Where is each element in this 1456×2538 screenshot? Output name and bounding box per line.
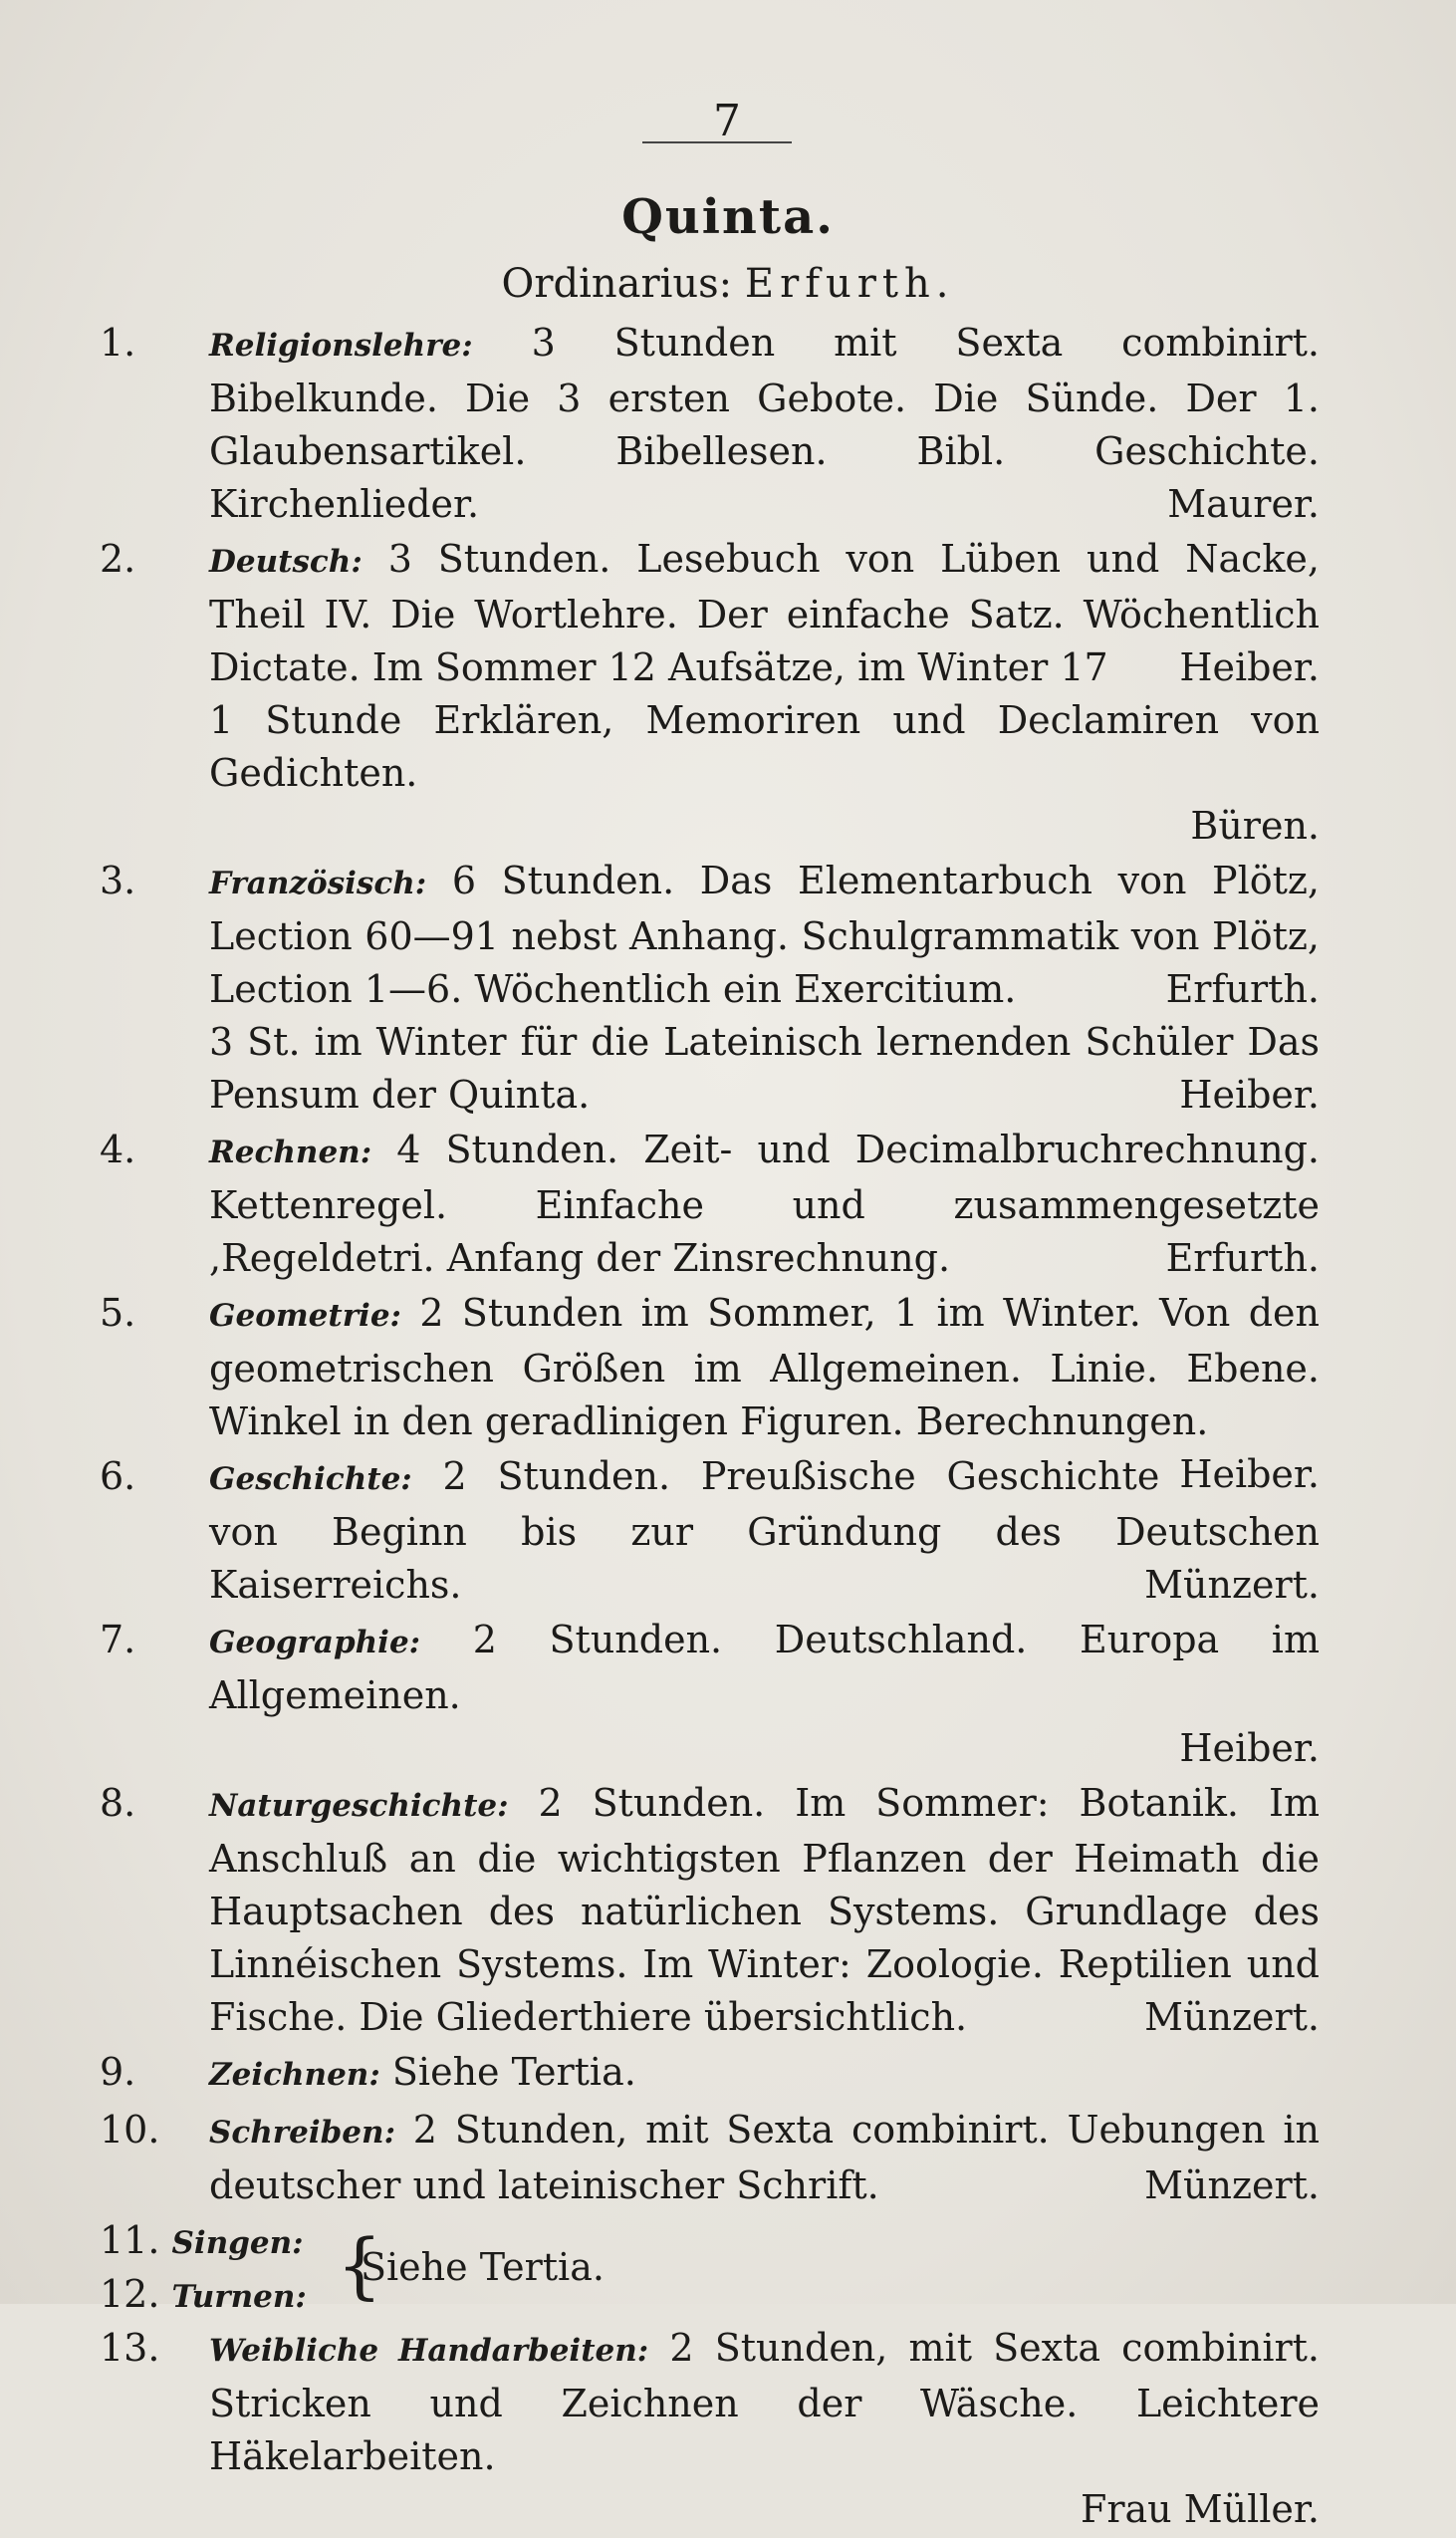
item-number: 6. — [100, 1454, 136, 1498]
item-number: 3. — [100, 859, 136, 902]
subject-description: 2 Stunden. Im Sommer: Botanik. Im Anschluß an die wichtigsten Pflanzen der Heimath die Hauptsachen des natürlichen Systems. Grundlage des Linnéischen Systems. Im Winter: Zoologie. Reptilien und Fische. Die Gliederthiere übersichtlich. — [209, 1781, 1320, 2039]
subject-description: 2 Stunden im Sommer, 1 im Winter. Von den geometrischen Größen im Allgemeinen. Linie. Ebene. Winkel in den geradlinigen Figuren. Berechnungen. — [209, 1291, 1320, 1443]
subject-item-handarbeiten — [100, 2322, 1320, 2536]
subject-name: Rechnen: — [209, 1135, 372, 1170]
subject-name: Weibliche Handarbeiten: — [209, 2333, 649, 2369]
subject-name: Geschichte: — [209, 1461, 412, 1497]
subject-item-geschichte — [100, 1450, 1320, 1612]
item-number: 1. — [100, 321, 136, 365]
curly-brace: { — [337, 2223, 382, 2307]
subject-description-2: 3 St. im Winter für die Lateinisch lernenden Schüler Das Pensum der Quinta. — [209, 1020, 1320, 1117]
subject-description: 2 Stunden. Preußische Geschichte von Beginn bis zur Gründung des Deutschen Kaiserreichs. — [209, 1454, 1320, 1607]
teacher-name: Heiber. — [1179, 645, 1320, 689]
teacher-name: Heiber. — [1179, 1726, 1320, 1770]
page-number: 7 — [713, 96, 741, 146]
teacher-name: Erfurth. — [1165, 1236, 1320, 1280]
teacher-name-2: Heiber. — [1179, 1073, 1320, 1117]
subject-name: Turnen: — [171, 2279, 307, 2315]
teacher-name: Münzert. — [1144, 1995, 1320, 2039]
section-title: Quinta. — [621, 189, 835, 245]
ordinarius-name: Erfurth. — [744, 261, 955, 307]
ordinarius-label: Ordinarius: — [501, 261, 733, 307]
subject-item-rechnen — [100, 1124, 1320, 1285]
item-number: 7. — [100, 1618, 136, 1661]
subject-name: Deutsch: — [209, 544, 363, 580]
subject-name: Schreiben: — [209, 2115, 396, 2151]
subject-description: Siehe Tertia. — [361, 2245, 605, 2289]
subject-name: Französisch: — [209, 866, 427, 901]
subject-item-franzoesisch — [100, 855, 1320, 1122]
subject-description: 4 Stunden. Zeit- und Decimalbruchrechnung. Kettenregel. Einfache und zusammengesetzte ,Regeldetri. Anfang der Zinsrechnung. — [209, 1128, 1320, 1280]
subject-item-deutsch — [100, 533, 1320, 853]
subject-item-geographie — [100, 1614, 1320, 1775]
item-number: 8. — [100, 1781, 136, 1825]
item-number: 5. — [100, 1291, 136, 1335]
subject-description: 3 Stunden. Lesebuch von Lüben und Nacke, Theil IV. Die Wortlehre. Der einfache Satz. Wöchentlich Dictate. Im Sommer 12 Aufsätze, im Winter 17 — [209, 537, 1320, 689]
item-number: 10. — [100, 2108, 160, 2152]
teacher-name: Münzert. — [1144, 2163, 1320, 2207]
subject-name: Singen: — [171, 2225, 304, 2261]
item-number: 9. — [100, 2050, 136, 2094]
item-number: 11. — [100, 2218, 160, 2262]
subject-item-naturgeschichte — [100, 1777, 1320, 2044]
subject-item-zeichnen — [100, 2046, 1320, 2102]
subject-item-schreiben — [100, 2104, 1320, 2212]
subject-name: Geometrie: — [209, 1298, 401, 1334]
item-number: 13. — [100, 2326, 160, 2370]
grouped-subjects-singen-turnen — [100, 2214, 1320, 2322]
teacher-name-2: Büren. — [1190, 804, 1320, 848]
item-number: 4. — [100, 1128, 136, 1171]
subject-item-religion — [100, 317, 1320, 531]
subject-list — [100, 317, 1320, 2538]
subject-description: 2 Stunden, mit Sexta combinirt. Uebungen in deutscher und lateinischer Schrift. — [209, 2108, 1320, 2207]
subject-item-turnen — [100, 2268, 307, 2324]
subject-name: Geographie: — [209, 1625, 421, 1660]
subject-description-2: 1 Stunde Erklären, Memoriren und Declamiren von Gedichten. — [209, 698, 1320, 795]
subject-description: 2 Stunden, mit Sexta combinirt. Stricken und Zeichnen der Wäsche. Leichtere Häkelarbeiten. — [209, 2326, 1320, 2478]
item-number: 12. — [100, 2272, 160, 2316]
item-number: 2. — [100, 537, 136, 581]
teacher-name: Münzert. — [1144, 1563, 1320, 1607]
teacher-name: Frau Müller. — [1081, 2487, 1320, 2531]
subject-description: 6 Stunden. Das Elementarbuch von Plötz, Lection 60—91 nebst Anhang. Schulgrammatik von Plötz, Lection 1—6. Wöchentlich ein Exercitium. — [209, 859, 1320, 1011]
subject-description: 3 Stunden mit Sexta combinirt. Bibelkunde. Die 3 ersten Gebote. Die Sünde. Der 1. Glaubensartikel. Bibellesen. Bibl. Geschichte. Kirchenlieder. — [209, 321, 1320, 526]
ordinarius-line — [0, 261, 1456, 307]
teacher-name: Heiber. — [1179, 1452, 1320, 1496]
subject-name: Naturgeschichte: — [209, 1788, 509, 1824]
subject-description: Siehe Tertia. — [391, 2050, 636, 2094]
header-rule — [642, 141, 792, 143]
subject-description: 2 Stunden. Deutschland. Europa im Allgemeinen. — [209, 1618, 1320, 1717]
teacher-name: Maurer. — [1167, 482, 1320, 526]
subject-item-singen — [100, 2214, 304, 2270]
subject-name: Religionslehre: — [209, 328, 473, 364]
subject-name: Zeichnen: — [209, 2057, 380, 2093]
teacher-name: Erfurth. — [1165, 967, 1320, 1011]
